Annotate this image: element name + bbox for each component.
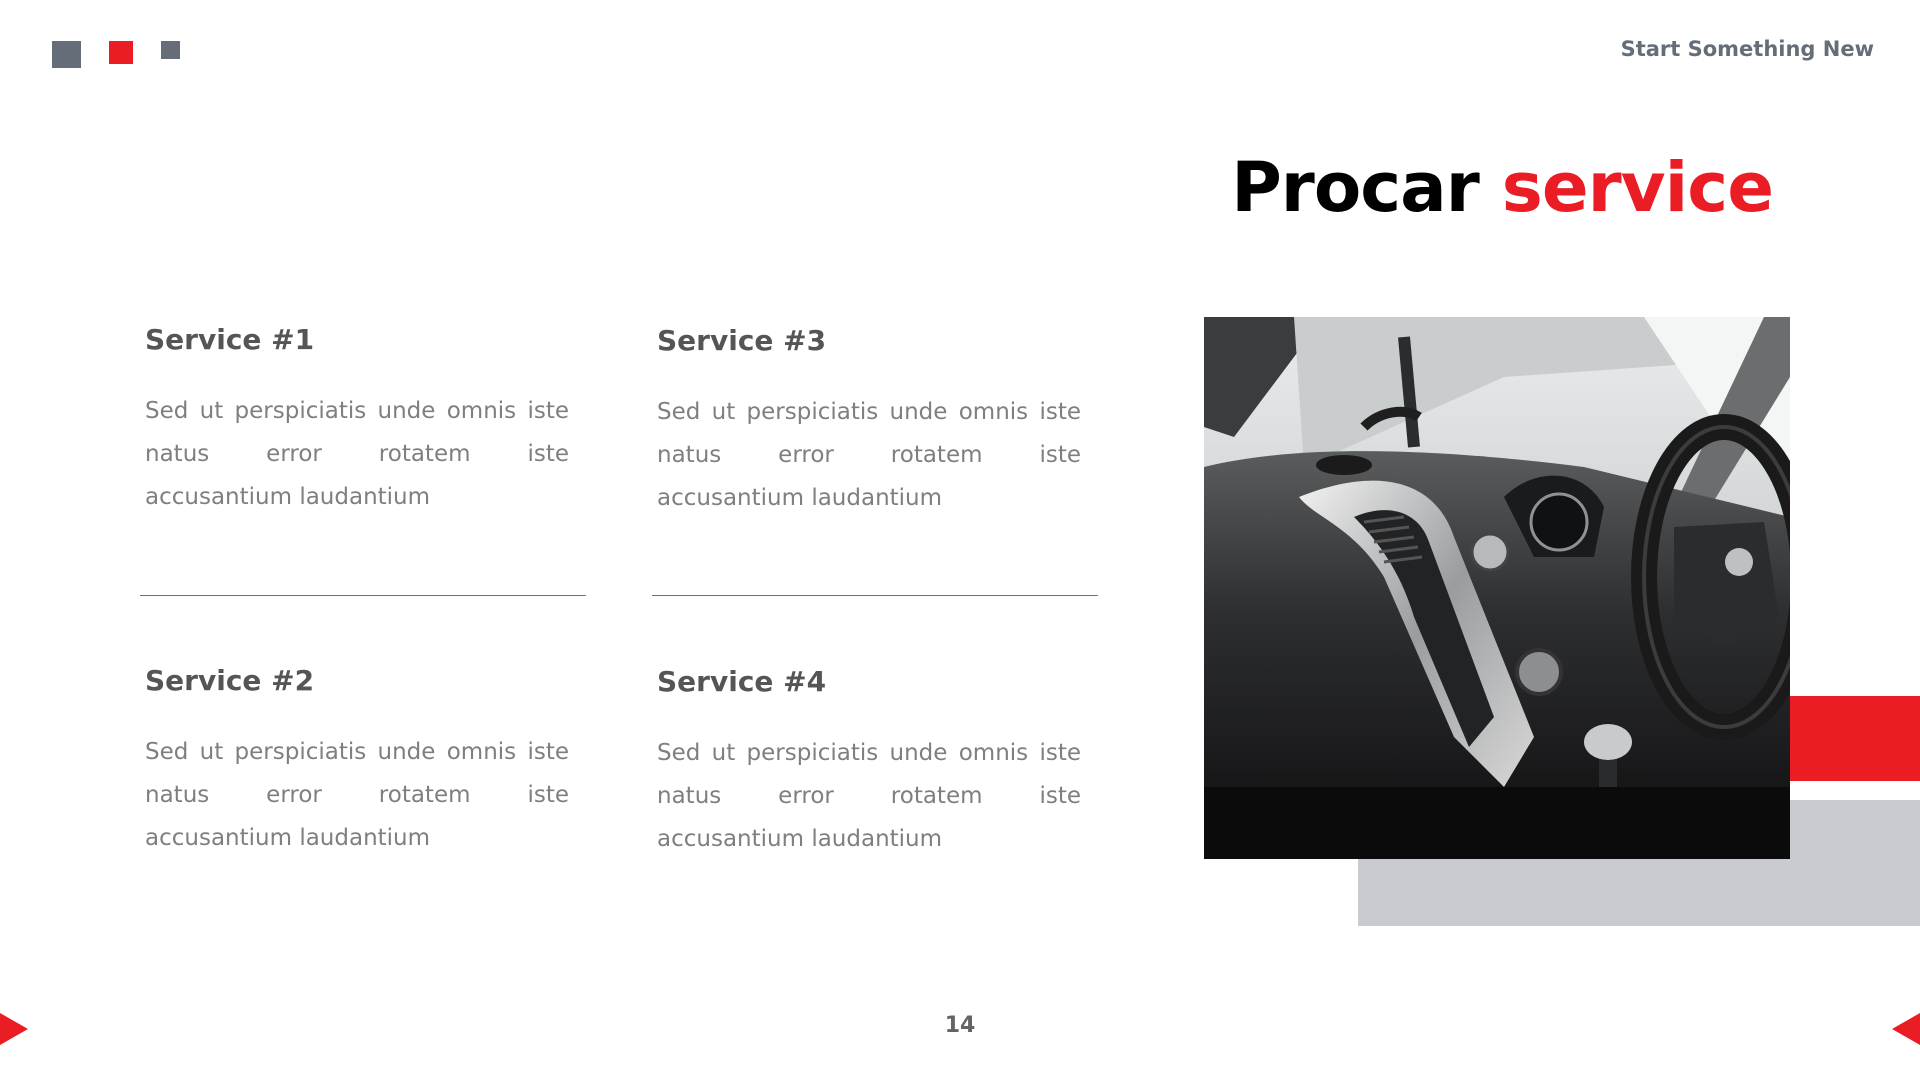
service-heading: Service #2: [145, 664, 315, 697]
service-block-4: [657, 664, 1081, 861]
page-number: 14: [944, 1013, 976, 1038]
service-description: Sed ut perspiciatis unde omnis iste natus error rotatem iste accusantium laudantium: [657, 740, 1081, 852]
service-block-1: [145, 322, 569, 519]
decor-square-red: [109, 41, 133, 64]
decor-square-small: [161, 41, 180, 59]
divider-middle: [652, 595, 1098, 596]
service-description: Sed ut perspiciatis unde omnis iste natus error rotatem iste accusantium laudantium: [657, 399, 1081, 511]
divider-left: [140, 595, 586, 596]
car-interior-image: [1204, 317, 1790, 859]
service-heading: Service #4: [657, 665, 827, 698]
decor-square-large: [52, 41, 81, 68]
header-tagline: Start Something New: [1620, 37, 1874, 61]
service-block-3: [657, 323, 1081, 520]
service-description: Sed ut perspiciatis unde omnis iste natus error rotatem iste accusantium laudantium: [145, 739, 569, 851]
title-part-black: Procar: [1231, 148, 1479, 228]
service-heading: Service #1: [145, 323, 315, 356]
decor-red-block: [1789, 696, 1920, 781]
slide-title: [1231, 146, 1773, 230]
service-block-2: [145, 663, 569, 860]
service-description: Sed ut perspiciatis unde omnis iste natus error rotatem iste accusantium laudantium: [145, 398, 569, 510]
title-part-red: service: [1501, 148, 1773, 228]
triangle-left-arrow-icon[interactable]: [1892, 1013, 1920, 1045]
service-heading: Service #3: [657, 324, 827, 357]
